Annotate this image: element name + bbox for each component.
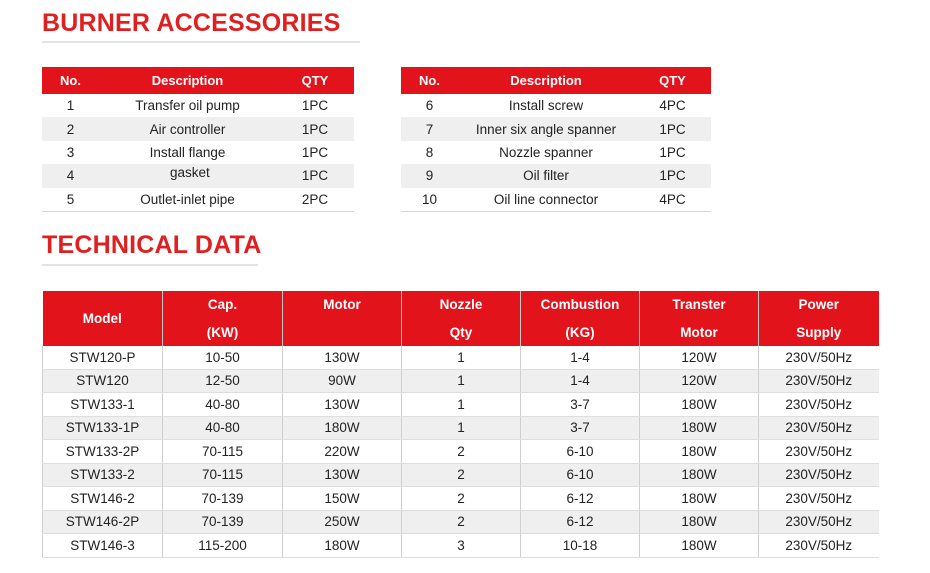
nozzle-qty-cell: 2 (402, 463, 521, 487)
accessory-row (401, 164, 711, 187)
nozzle-qty-cell: 2 (402, 440, 521, 464)
header-model: Model (43, 291, 163, 346)
technical-header-row (43, 291, 879, 346)
accessory-qty: 1PC (634, 117, 711, 140)
header-motor: Motor (283, 291, 402, 346)
accessory-row (401, 141, 711, 164)
accessory-description: Install flange (149, 144, 226, 160)
combustion-cell: 1-4 (521, 369, 640, 393)
power-supply-cell: 230V/50Hz (759, 369, 879, 393)
nozzle-qty-cell: 3 (402, 534, 521, 558)
transter-motor-cell: 180W (640, 534, 759, 558)
header-no: No. (42, 67, 99, 94)
accessory-row (401, 117, 711, 140)
technical-title: TECHNICAL DATA (42, 231, 262, 259)
technical-row (43, 369, 879, 393)
combustion-cell: 6-10 (521, 440, 640, 464)
accessories-table-right (401, 67, 711, 212)
power-supply-cell: 230V/50Hz (759, 346, 879, 369)
accessory-no: 10 (401, 188, 458, 212)
accessory-row (42, 164, 354, 187)
accessory-row (42, 117, 354, 140)
power-supply-cell: 230V/50Hz (759, 416, 879, 440)
accessories-header-row (401, 67, 711, 94)
accessory-qty: 1PC (659, 144, 686, 160)
accessory-no: 6 (425, 98, 434, 114)
power-supply-cell: 230V/50Hz (759, 534, 879, 558)
accessory-qty: 1PC (276, 117, 354, 140)
technical-row (43, 510, 879, 534)
header-no: No. (401, 67, 458, 94)
model-cell: STW133-1P (43, 416, 163, 440)
combustion-cell: 6-12 (521, 510, 640, 534)
accessory-row (42, 141, 354, 164)
combustion-cell: 6-10 (521, 463, 640, 487)
transter-motor-cell: 180W (640, 463, 759, 487)
motor-cell: 130W (283, 463, 402, 487)
motor-cell: 180W (283, 416, 402, 440)
accessories-header-row (42, 67, 354, 94)
motor-cell: 130W (283, 346, 402, 369)
accessory-description: Inner six angle spanner (458, 117, 634, 140)
capacity-cell: 115-200 (163, 534, 283, 558)
transter-motor-cell: 180W (640, 416, 759, 440)
accessory-qty: 4PC (634, 188, 711, 212)
nozzle-qty-cell: 1 (402, 369, 521, 393)
accessory-no: 2 (42, 117, 99, 140)
accessory-qty: 1PC (301, 98, 329, 114)
combustion-cell: 3-7 (521, 393, 640, 417)
accessory-no: 9 (401, 164, 458, 187)
technical-data-table (42, 291, 879, 558)
accessory-qty: 1PC (301, 144, 329, 160)
combustion-cell: 1-4 (521, 346, 640, 369)
model-cell: STW133-2P (43, 440, 163, 464)
capacity-cell: 40-80 (163, 393, 283, 417)
accessories-title: BURNER ACCESSORIES (42, 9, 341, 37)
model-cell: STW120-P (43, 346, 163, 369)
accessory-no: 3 (66, 144, 75, 160)
motor-cell: 150W (283, 487, 402, 511)
capacity-cell: 40-80 (163, 416, 283, 440)
motor-cell: 220W (283, 440, 402, 464)
transter-motor-cell: 180W (640, 393, 759, 417)
technical-row (43, 346, 879, 369)
motor-cell: 250W (283, 510, 402, 534)
header-capacity: Cap. (KW) (163, 291, 283, 346)
technical-title-rule (42, 264, 258, 266)
accessory-description: Oil line connector (458, 188, 634, 212)
motor-cell: 90W (283, 369, 402, 393)
transter-motor-cell: 120W (640, 346, 759, 369)
motor-cell: 180W (283, 534, 402, 558)
header-combustion: Combustion (KG) (521, 291, 640, 346)
header-power-supply: Power Supply (759, 291, 879, 346)
header-description: Description (99, 67, 276, 94)
accessory-no: 5 (42, 188, 99, 212)
model-cell: STW146-2P (43, 510, 163, 534)
capacity-cell: 70-115 (163, 463, 283, 487)
accessory-row (401, 94, 711, 117)
accessory-qty: 4PC (659, 98, 686, 114)
technical-row (43, 416, 879, 440)
accessory-description: Air controller (99, 117, 276, 140)
transter-motor-cell: 180W (640, 510, 759, 534)
model-cell: STW146-2 (43, 487, 163, 511)
accessory-qty: 1PC (276, 164, 354, 187)
nozzle-qty-cell: 1 (402, 416, 521, 440)
model-cell: STW146-3 (43, 534, 163, 558)
nozzle-qty-cell: 1 (402, 346, 521, 369)
power-supply-cell: 230V/50Hz (759, 487, 879, 511)
technical-row (43, 440, 879, 464)
power-supply-cell: 230V/50Hz (759, 463, 879, 487)
motor-cell: 130W (283, 393, 402, 417)
accessory-description: Transfer oil pump (135, 98, 240, 114)
capacity-cell: 12-50 (163, 369, 283, 393)
accessory-no: 7 (401, 117, 458, 140)
capacity-cell: 70-139 (163, 487, 283, 511)
model-cell: STW133-1 (43, 393, 163, 417)
transter-motor-cell: 120W (640, 369, 759, 393)
capacity-cell: 70-115 (163, 440, 283, 464)
accessory-no: 8 (425, 144, 434, 160)
accessory-description: Nozzle spanner (499, 144, 593, 160)
technical-row (43, 534, 879, 558)
nozzle-qty-cell: 2 (402, 487, 521, 511)
accessory-qty: 1PC (634, 164, 711, 187)
nozzle-qty-cell: 1 (402, 393, 521, 417)
accessory-row (42, 188, 354, 212)
model-cell: STW120 (43, 369, 163, 393)
transter-motor-cell: 180W (640, 487, 759, 511)
accessory-no: 1 (66, 98, 75, 114)
power-supply-cell: 230V/50Hz (759, 510, 879, 534)
header-qty: QTY (276, 67, 354, 94)
accessory-description: gasket (99, 164, 276, 187)
header-nozzle-qty: Nozzle Qty (402, 291, 521, 346)
technical-row (43, 393, 879, 417)
model-cell: STW133-2 (43, 463, 163, 487)
capacity-cell: 10-50 (163, 346, 283, 369)
accessory-description: Outlet-inlet pipe (99, 188, 276, 212)
accessory-qty: 2PC (276, 188, 354, 212)
accessory-description: Install screw (508, 98, 584, 114)
technical-data-body (43, 346, 879, 557)
power-supply-cell: 230V/50Hz (759, 440, 879, 464)
accessory-description: Oil filter (458, 164, 634, 187)
combustion-cell: 6-12 (521, 487, 640, 511)
power-supply-cell: 230V/50Hz (759, 393, 879, 417)
capacity-cell: 70-139 (163, 510, 283, 534)
accessory-row (401, 188, 711, 212)
accessories-table-left (42, 67, 354, 212)
header-transter-motor: Transter Motor (640, 291, 759, 346)
transter-motor-cell: 180W (640, 440, 759, 464)
combustion-cell: 3-7 (521, 416, 640, 440)
accessories-title-rule (42, 41, 360, 43)
nozzle-qty-cell: 2 (402, 510, 521, 534)
technical-row (43, 487, 879, 511)
header-description: Description (458, 67, 634, 94)
header-qty: QTY (634, 67, 711, 94)
accessory-no: 4 (42, 164, 99, 187)
combustion-cell: 10-18 (521, 534, 640, 558)
accessory-row (42, 94, 354, 117)
technical-row (43, 463, 879, 487)
